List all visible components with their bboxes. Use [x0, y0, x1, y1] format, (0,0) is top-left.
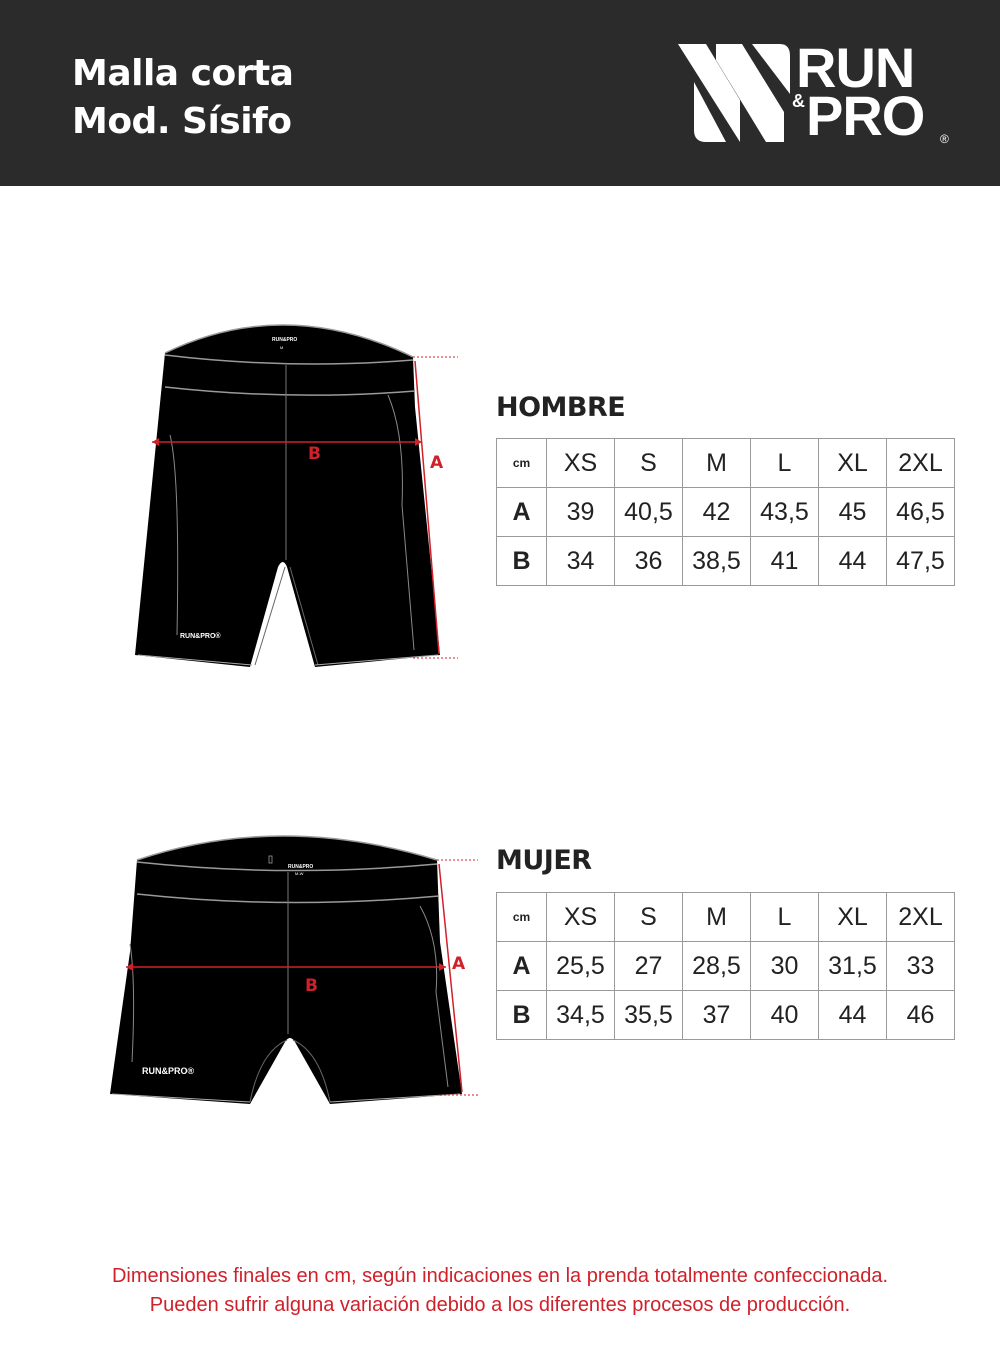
women-label-b: B: [305, 976, 318, 996]
women-shorts-illustration: [100, 822, 480, 1112]
footer-line-1: Dimensiones finales en cm, según indicaciones en la prenda totalmente confeccionada.: [111, 1265, 889, 1287]
header-bar: [0, 0, 1000, 186]
women-tag-size: M-W: [295, 871, 304, 876]
table-cell: 46: [887, 991, 955, 1040]
logo-ampersand: &: [792, 91, 805, 111]
women-brand-print: RUN&PRO®: [142, 1066, 195, 1076]
men-label-a: A: [430, 453, 444, 473]
title-line-2: Mod. Sísifo: [72, 101, 292, 142]
women-label-a: A: [452, 954, 466, 974]
table-cell: 28,5: [683, 942, 751, 991]
table-cell: 25,5: [547, 942, 615, 991]
men-section-title: HOMBRE: [496, 392, 626, 423]
row-label: A: [497, 942, 547, 991]
row-label: B: [497, 537, 547, 586]
size-header: XL: [819, 893, 887, 942]
table-cell: 34: [547, 537, 615, 586]
table-cell: 47,5: [887, 537, 955, 586]
footer-note: [0, 1262, 1000, 1320]
size-header: M: [683, 893, 751, 942]
table-row: [497, 537, 955, 586]
logo-stripes-icon: [676, 42, 796, 146]
table-cell: 36: [615, 537, 683, 586]
size-header: 2XL: [887, 893, 955, 942]
men-shorts-illustration: [130, 305, 460, 675]
table-cell: 31,5: [819, 942, 887, 991]
unit-cell: cm: [497, 893, 547, 942]
men-tag-size: M: [280, 345, 284, 350]
table-row: [497, 991, 955, 1040]
table-cell: 42: [683, 488, 751, 537]
women-section-title: MUJER: [496, 845, 592, 876]
table-cell: 35,5: [615, 991, 683, 1040]
logo-word-run: RUN: [796, 36, 915, 99]
footer-line-2: Pueden sufrir alguna variación debido a los diferentes procesos de producción.: [149, 1294, 851, 1316]
table-cell: 46,5: [887, 488, 955, 537]
table-cell: 38,5: [683, 537, 751, 586]
row-label: A: [497, 488, 547, 537]
table-cell: 44: [819, 991, 887, 1040]
size-header: M: [683, 439, 751, 488]
logo-registered-mark: ®: [940, 132, 949, 146]
table-header-row: [497, 893, 955, 942]
table-cell: 40: [751, 991, 819, 1040]
size-header: S: [615, 439, 683, 488]
table-cell: 27: [615, 942, 683, 991]
table-cell: 34,5: [547, 991, 615, 1040]
size-header: XS: [547, 439, 615, 488]
table-cell: 44: [819, 537, 887, 586]
brand-logo: [676, 36, 956, 150]
table-row: [497, 488, 955, 537]
size-header: XL: [819, 439, 887, 488]
size-header: L: [751, 893, 819, 942]
table-header-row: [497, 439, 955, 488]
table-cell: 33: [887, 942, 955, 991]
size-header: XS: [547, 893, 615, 942]
men-label-b: B: [308, 444, 321, 464]
row-label: B: [497, 991, 547, 1040]
table-cell: 40,5: [615, 488, 683, 537]
title-line-1: Malla corta: [72, 53, 294, 94]
table-cell: 45: [819, 488, 887, 537]
size-header: 2XL: [887, 439, 955, 488]
women-size-table: [496, 892, 955, 1040]
men-size-table: [496, 438, 955, 586]
table-cell: 39: [547, 488, 615, 537]
men-tag-brand: RUN&PRO: [272, 337, 298, 343]
men-brand-print: RUN&PRO®: [180, 633, 221, 640]
table-cell: 30: [751, 942, 819, 991]
table-cell: 37: [683, 991, 751, 1040]
table-cell: 43,5: [751, 488, 819, 537]
logo-word-pro: PRO: [806, 84, 925, 147]
table-cell: 41: [751, 537, 819, 586]
unit-cell: cm: [497, 439, 547, 488]
size-header: L: [751, 439, 819, 488]
table-row: [497, 942, 955, 991]
product-title: [72, 50, 293, 146]
size-header: S: [615, 893, 683, 942]
women-tag-brand: RUN&PRO: [288, 864, 314, 870]
